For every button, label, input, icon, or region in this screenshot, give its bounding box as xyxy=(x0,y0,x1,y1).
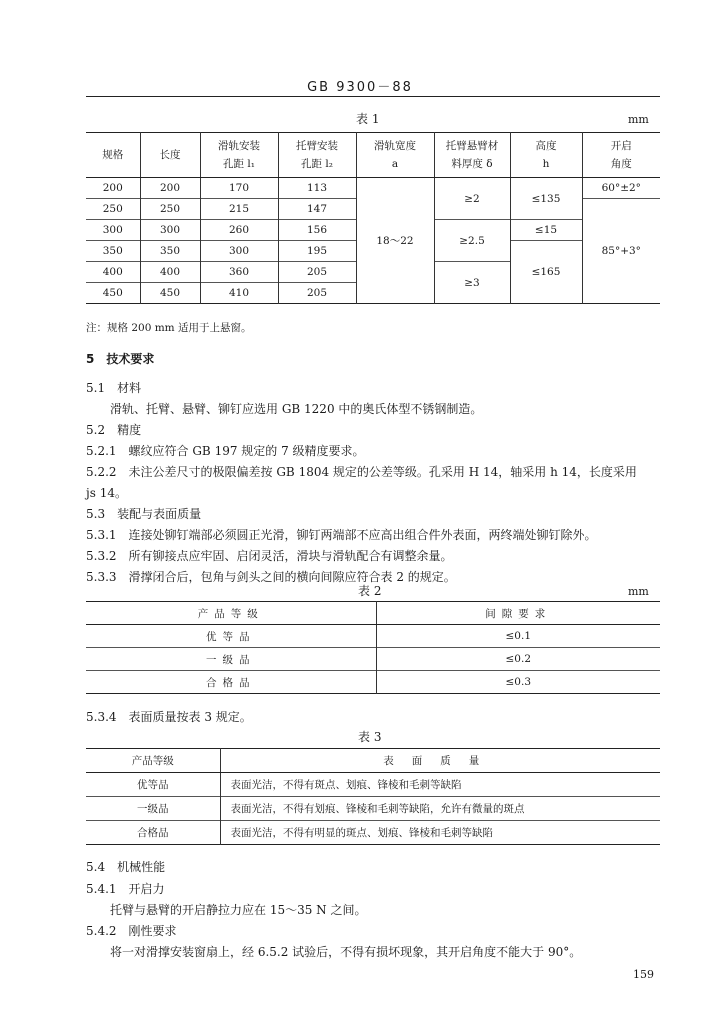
table-cell: 450 xyxy=(86,283,140,304)
table1-caption: 表 1 xyxy=(356,112,380,126)
table1-height-cell: ≤165 xyxy=(510,241,582,304)
table-cell: 350 xyxy=(86,241,140,262)
table-cell: 215 xyxy=(200,199,278,220)
table2-header-gap: 间隙要求 xyxy=(376,602,660,625)
table1-header-thickness: 托臂悬臂材 料厚度 δ xyxy=(434,133,510,178)
table-cell: 200 xyxy=(140,178,200,199)
table2-caption: 表 2 xyxy=(358,584,382,598)
section-5-2-1-text: 5.2.1 螺纹应符合 GB 197 规定的 7 级精度要求。 xyxy=(86,444,365,458)
table1-header-length: 长度 xyxy=(140,133,200,178)
section-5-1-text: 滑轨、托臂、悬臂、铆钉应选用 GB 1220 中的奥氏体型不锈钢制造。 xyxy=(110,402,483,416)
table1-header-angle: 开启 角度 xyxy=(582,133,660,178)
table1-note: 注：规格 200 mm 适用于上悬窗。 xyxy=(86,322,252,334)
section-5-3-1-text: 5.3.1 连接处铆钉端部必须圆正光滑，铆钉两端部不应高出组合件外表面，两终端处铆钉除外。 xyxy=(86,528,597,542)
table1-angle-cell: 85°+3° xyxy=(582,199,660,304)
table2-header-grade: 产品等级 xyxy=(86,602,376,625)
table1-thickness-cell: ≥3 xyxy=(434,262,510,304)
section-5-3-2-text: 5.3.2 所有铆接点应牢固、启闭灵活，滑块与滑轨配合有调整余量。 xyxy=(86,549,453,563)
table1-header-height: 高度 h xyxy=(510,133,582,178)
section-5-3-3-text: 5.3.3 滑撑闭合后，包角与剑头之间的横向间隙应符合表 2 的规定。 xyxy=(86,570,456,584)
table-cell: 400 xyxy=(86,262,140,283)
table1-unit: mm xyxy=(628,113,649,126)
table-cell: 350 xyxy=(140,241,200,262)
table-cell: ≤0.2 xyxy=(376,648,660,671)
table-cell: 300 xyxy=(200,241,278,262)
table-cell: 表面光洁，不得有明显的斑点、划痕、锋棱和毛刺等缺陷 xyxy=(220,821,660,845)
table-cell: 合格品 xyxy=(86,671,376,694)
table-cell: 合格品 xyxy=(86,821,220,845)
table-cell: 410 xyxy=(200,283,278,304)
table3-header-grade: 产品等级 xyxy=(86,749,220,773)
table1-height-cell: ≤15 xyxy=(510,220,582,241)
section-5-4-2-text: 将一对滑撑安装窗扇上，经 6.5.2 试验后，不得有损坏现象，其开启角度不能大于 90°。 xyxy=(110,945,582,959)
table-cell: 156 xyxy=(278,220,356,241)
table1-angle-cell: 60°±2° xyxy=(582,178,660,199)
table-cell: 170 xyxy=(200,178,278,199)
table-cell: 200 xyxy=(86,178,140,199)
table-cell: 优等品 xyxy=(86,773,220,797)
table-cell: 147 xyxy=(278,199,356,220)
section-5-1-heading: 5.1 材料 xyxy=(86,381,142,395)
section-5-4-1-heading: 5.4.1 开启力 xyxy=(86,882,165,896)
table2-unit: mm xyxy=(628,585,649,598)
table-cell: 300 xyxy=(140,220,200,241)
section-5-heading: 5 技术要求 xyxy=(86,352,155,366)
table-cell: 表面光洁，不得有斑点、划痕、锋棱和毛刺等缺陷 xyxy=(220,773,660,797)
section-5-3-4-text: 5.3.4 表面质量按表 3 规定。 xyxy=(86,710,252,724)
header-rule xyxy=(86,96,660,97)
table-cell: 300 xyxy=(86,220,140,241)
table-cell: 一级品 xyxy=(86,648,376,671)
section-5-4-1-text: 托臂与悬臂的开启静拉力应在 15～35 N 之间。 xyxy=(110,903,367,917)
table-cell: 优等品 xyxy=(86,625,376,648)
table-cell: 113 xyxy=(278,178,356,199)
table-cell: 360 xyxy=(200,262,278,283)
table1-header-rail-hole: 滑轨安装 孔距 l₁ xyxy=(200,133,278,178)
table2 xyxy=(86,601,660,694)
table3 xyxy=(86,748,660,845)
table1-header-spec: 规格 xyxy=(86,133,140,178)
table-cell: 205 xyxy=(278,283,356,304)
section-5-4-2-heading: 5.4.2 刚性要求 xyxy=(86,924,177,938)
standard-header: GB 9300－88 xyxy=(307,80,413,95)
table-cell: ≤0.1 xyxy=(376,625,660,648)
table-cell: 260 xyxy=(200,220,278,241)
section-5-3-heading: 5.3 装配与表面质量 xyxy=(86,507,202,521)
table-cell: 400 xyxy=(140,262,200,283)
table-cell: 表面光洁，不得有划痕、锋棱和毛刺等缺陷，允许有微量的斑点 xyxy=(220,797,660,821)
page-number: 159 xyxy=(633,968,654,981)
table3-header-quality: 表面质量 xyxy=(220,749,660,773)
table-cell: 205 xyxy=(278,262,356,283)
section-5-2-heading: 5.2 精度 xyxy=(86,423,142,437)
table1 xyxy=(86,132,660,304)
table-cell: 250 xyxy=(140,199,200,220)
table-cell: 250 xyxy=(86,199,140,220)
table1-header-arm-hole: 托臂安装 孔距 l₂ xyxy=(278,133,356,178)
table3-caption: 表 3 xyxy=(358,730,382,744)
table1-thickness-cell: ≥2 xyxy=(434,178,510,220)
table1-height-cell: ≤135 xyxy=(510,178,582,220)
table1-width-cell: 18～22 xyxy=(356,178,434,304)
table1-header-rail-width: 滑轨宽度 a xyxy=(356,133,434,178)
table1-thickness-cell: ≥2.5 xyxy=(434,220,510,262)
table-cell: ≤0.3 xyxy=(376,671,660,694)
section-5-2-2-text: 5.2.2 未注公差尺寸的极限偏差按 GB 1804 规定的公差等级。孔采用 H 14，轴采用 h 14，长度采用 xyxy=(86,465,637,479)
table-cell: 450 xyxy=(140,283,200,304)
table-cell: 195 xyxy=(278,241,356,262)
table-cell: 一级品 xyxy=(86,797,220,821)
section-5-2-2-continued: js 14。 xyxy=(86,486,127,500)
section-5-4-heading: 5.4 机械性能 xyxy=(86,860,166,874)
